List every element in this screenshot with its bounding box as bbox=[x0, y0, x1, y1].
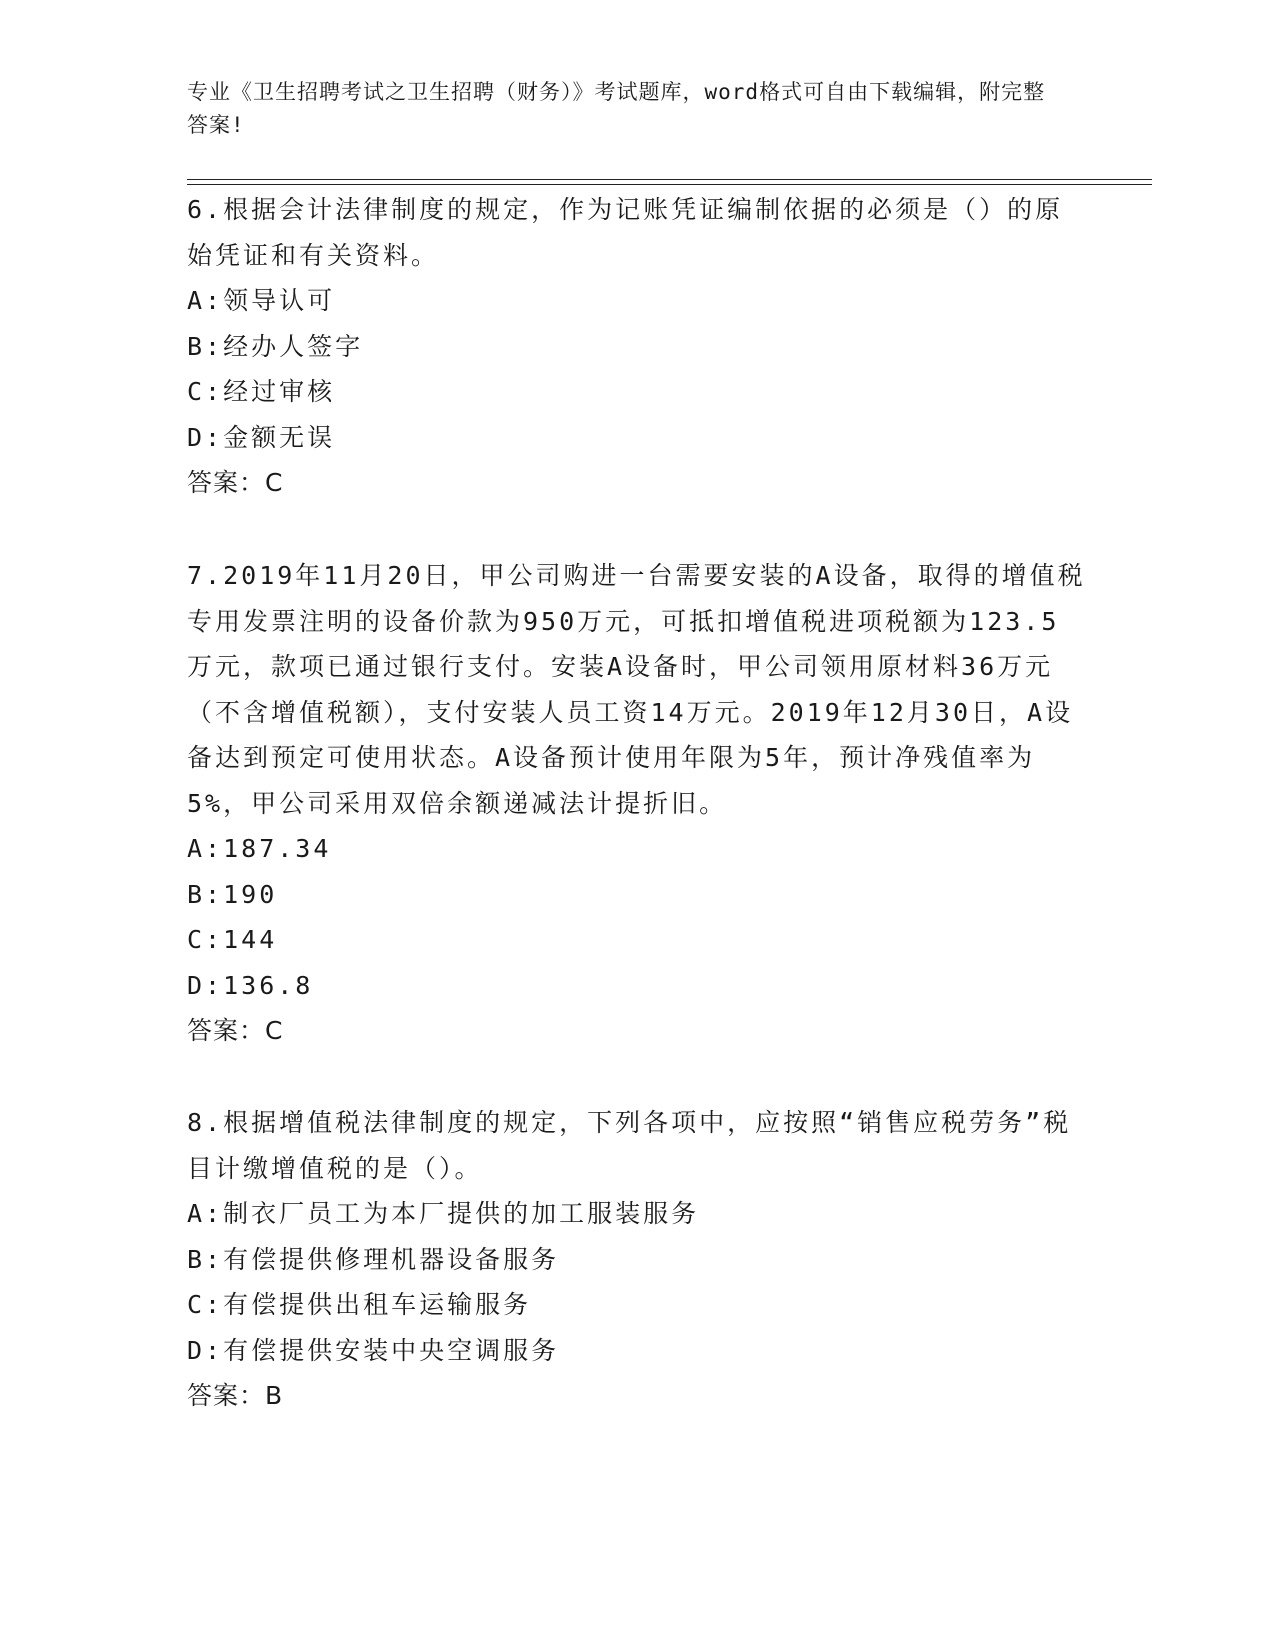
option-c: C:144 bbox=[187, 925, 278, 954]
option-a: A:187.34 bbox=[187, 834, 332, 863]
option-d: D:有偿提供安装中央空调服务 bbox=[187, 1335, 560, 1365]
question-stem: 7.2019年11月20日，甲公司购进一台需要安装的A设备，取得的增值税专用发票注明的设备价款为950万元，可抵扣增值税进项税额为123.5万元，款项已通过银行支付。安装A设备时，甲公司领用原材料36万元（不含增值税额），支付安装人员工资14万元。2019年12月30日，A设备达到预定可使用状态。A设备预计使用年限为5年，预计净残值率为5%，甲公司采用双倍余额递减法计提折旧。 bbox=[187, 561, 1086, 818]
option-d: D:136.8 bbox=[187, 970, 314, 1000]
question-8 bbox=[187, 1100, 1087, 1419]
answer-line: 答案：C bbox=[187, 1016, 284, 1045]
header-divider-top bbox=[187, 179, 1152, 180]
option-a: A:制衣厂员工为本厂提供的加工服装服务 bbox=[187, 1199, 700, 1228]
answer-line: 答案：C bbox=[187, 468, 284, 497]
question-7 bbox=[187, 553, 1087, 1054]
option-b: B:190 bbox=[187, 879, 278, 909]
question-6 bbox=[187, 187, 1087, 506]
option-c: C:有偿提供出租车运输服务 bbox=[187, 1290, 532, 1319]
option-c: C:经过审核 bbox=[187, 377, 336, 406]
question-stem: 8.根据增值税法律制度的规定，下列各项中，应按照“销售应税劳务”税目计缴增值税的是（）。 bbox=[187, 1108, 1072, 1183]
document-header: 专业《卫生招聘考试之卫生招聘（财务）》考试题库，word格式可自由下载编辑，附完整答案! bbox=[187, 80, 1046, 137]
header-divider-bottom bbox=[187, 184, 1152, 185]
question-stem: 6.根据会计法律制度的规定，作为记账凭证编制依据的必须是（）的原始凭证和有关资料。 bbox=[187, 195, 1064, 270]
option-b: B:经办人签字 bbox=[187, 331, 364, 361]
option-a: A:领导认可 bbox=[187, 286, 336, 315]
option-b: B:有偿提供修理机器设备服务 bbox=[187, 1244, 560, 1274]
answer-line: 答案：B bbox=[187, 1381, 284, 1410]
option-d: D:金额无误 bbox=[187, 422, 336, 452]
